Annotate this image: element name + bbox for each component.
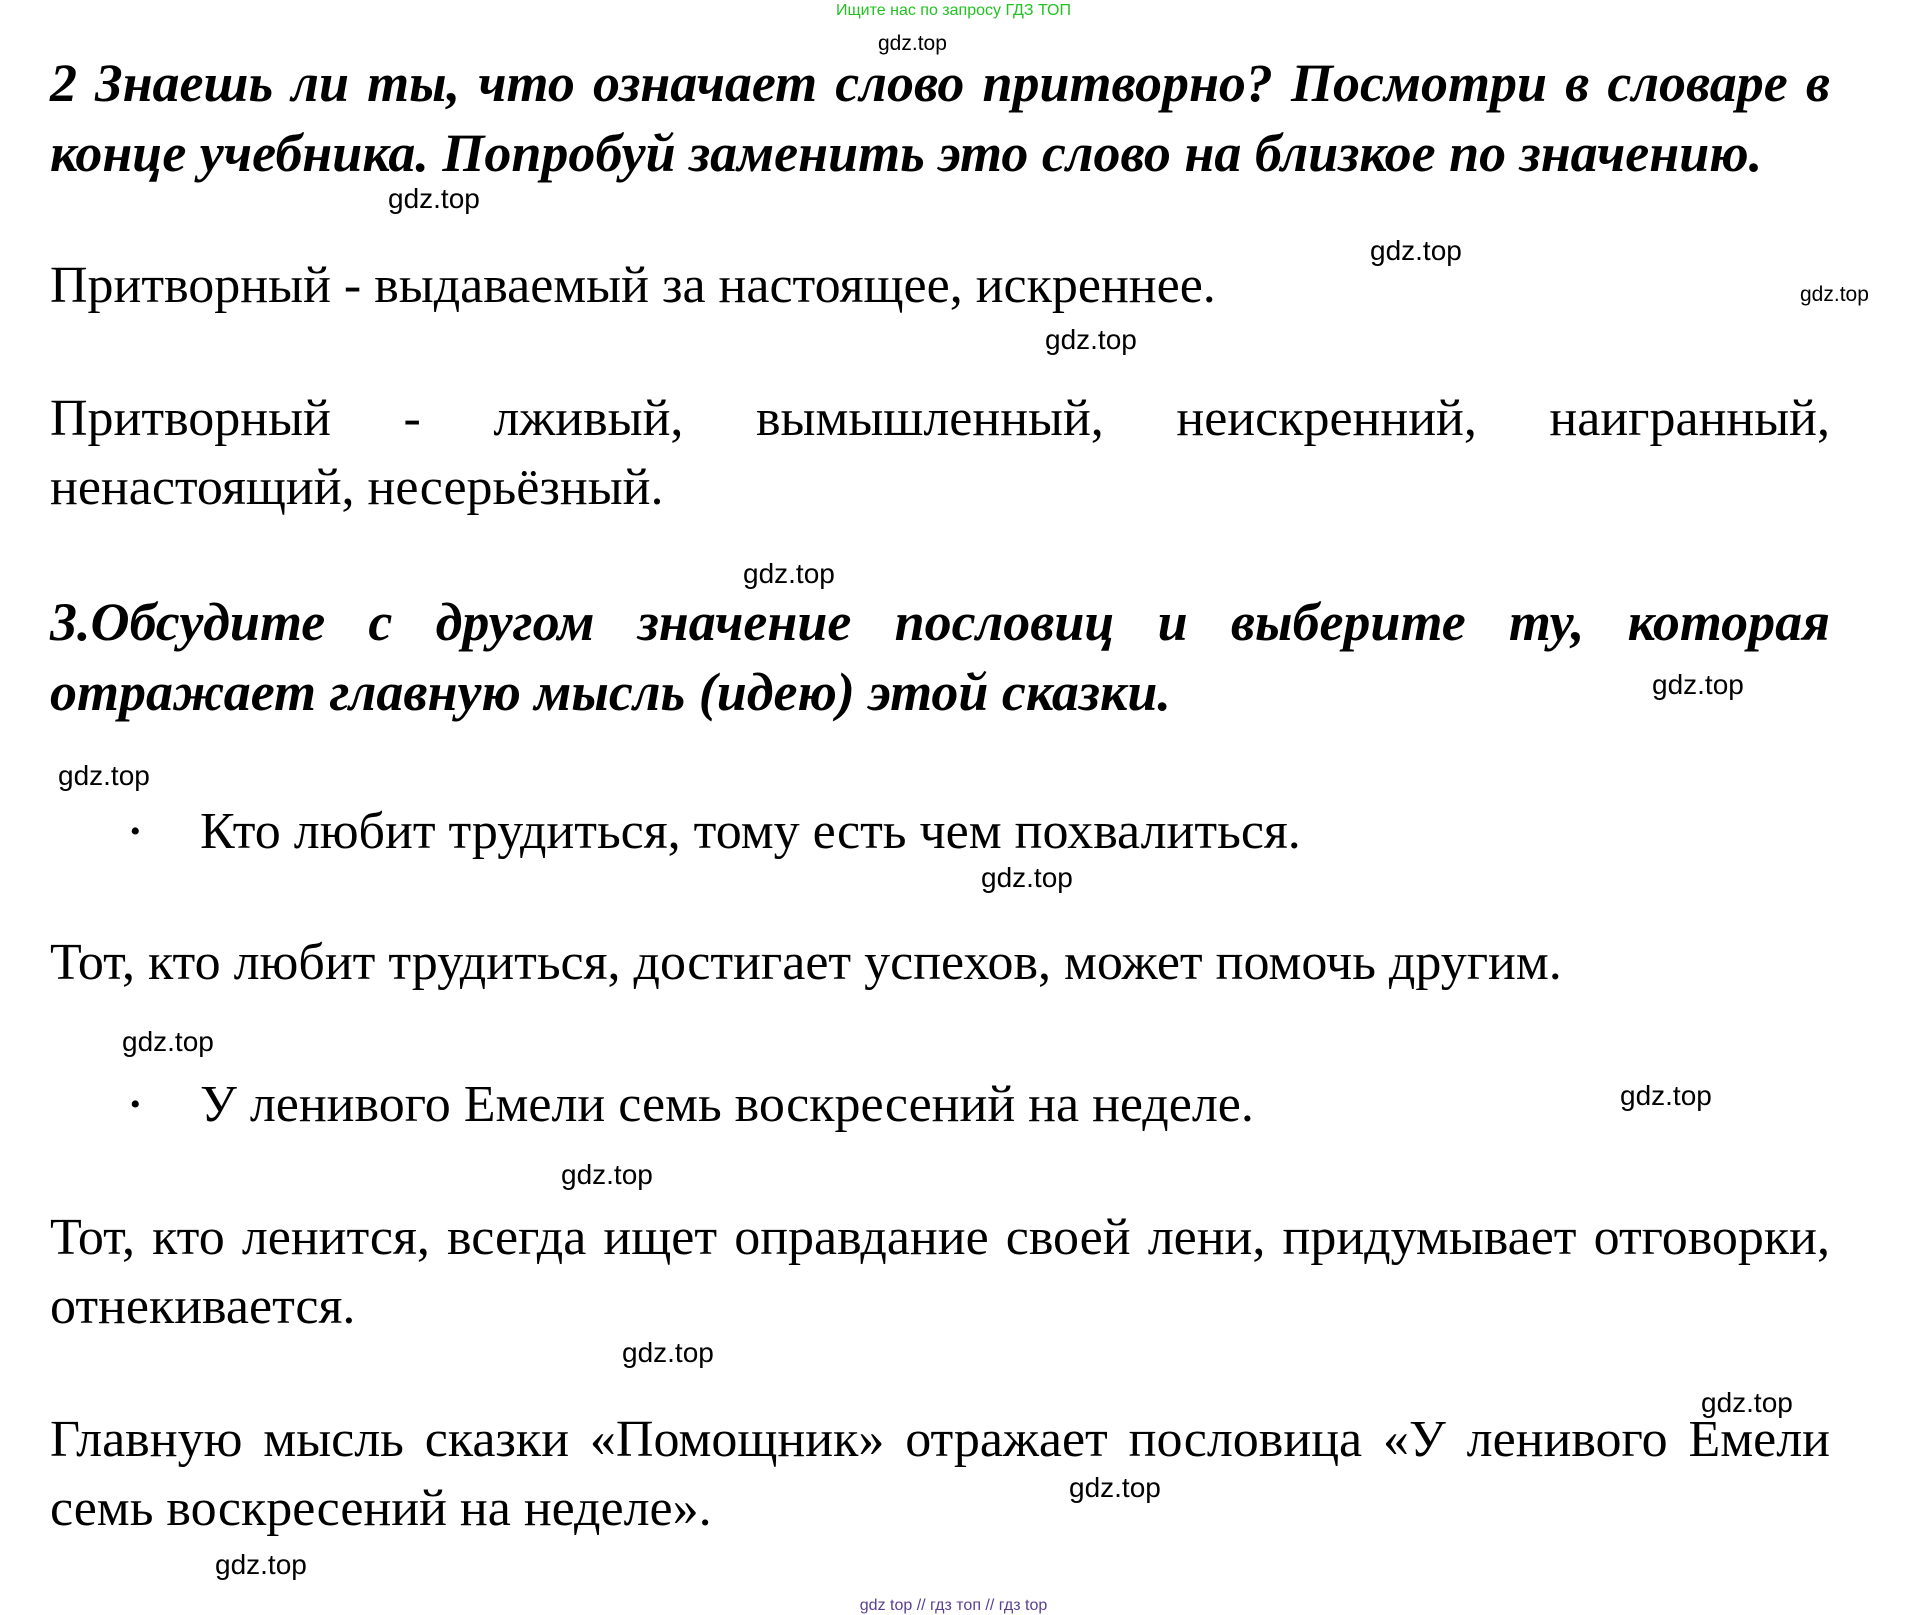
task2-definition: Притворный - выдаваемый за настоящее, искреннее. xyxy=(50,257,1216,314)
watermark: gdz.top xyxy=(1045,324,1137,355)
watermark: gdz.top xyxy=(215,1549,307,1580)
watermark: gdz.top xyxy=(743,558,835,589)
watermark: gdz.top xyxy=(981,862,1073,893)
task2-synonyms: Притворный - лживый, вымышленный, неискренний, наигранный, ненастоящий, несерьёзный. xyxy=(50,390,1830,516)
footer-links: gdz top // гдз топ // гдз top xyxy=(859,1597,1048,1614)
proverb-2: У ленивого Емели семь воскресений на неделе. xyxy=(200,1076,1254,1133)
watermark: gdz.top xyxy=(388,183,480,214)
task2-heading: 2 Знаешь ли ты, что означает слово притворно? Посмотри в словаре в конце учебника. Попробуй заменить это слово на близкое по значению. xyxy=(50,53,1830,183)
bullet-icon: • xyxy=(130,815,141,848)
conclusion: Главную мысль сказки «Помощник» отражает пословица «У ленивого Емели семь воскресений на неделе». xyxy=(50,1411,1830,1537)
explanation-1: Тот, кто любит трудиться, достигает успехов, может помочь другим. xyxy=(50,934,1562,991)
watermark: gdz.top xyxy=(1620,1080,1712,1111)
watermark: gdz.top xyxy=(1701,1387,1793,1418)
watermark: gdz.top xyxy=(1652,669,1744,700)
top-banner: Ищите нас по запросу ГДЗ ТОП xyxy=(836,2,1071,19)
bullet-icon: • xyxy=(130,1088,141,1121)
watermark: gdz.top xyxy=(878,32,947,55)
watermark: gdz.top xyxy=(622,1337,714,1368)
watermark: gdz.top xyxy=(58,760,150,791)
watermark: gdz.top xyxy=(122,1026,214,1057)
watermark: gdz.top xyxy=(1370,235,1462,266)
task3-heading: 3.Обсудите с другом значение пословиц и выберите ту, которая отражает главную мысль (идею) этой сказки. xyxy=(50,592,1830,722)
proverb-1: Кто любит трудиться, тому есть чем похвалиться. xyxy=(200,803,1301,860)
explanation-2: Тот, кто ленится, всегда ищет оправдание своей лени, придумывает отговорки, отнекивается. xyxy=(50,1209,1830,1335)
watermark: gdz.top xyxy=(1800,283,1869,306)
watermark: gdz.top xyxy=(1069,1472,1161,1503)
watermark: gdz.top xyxy=(561,1159,653,1190)
